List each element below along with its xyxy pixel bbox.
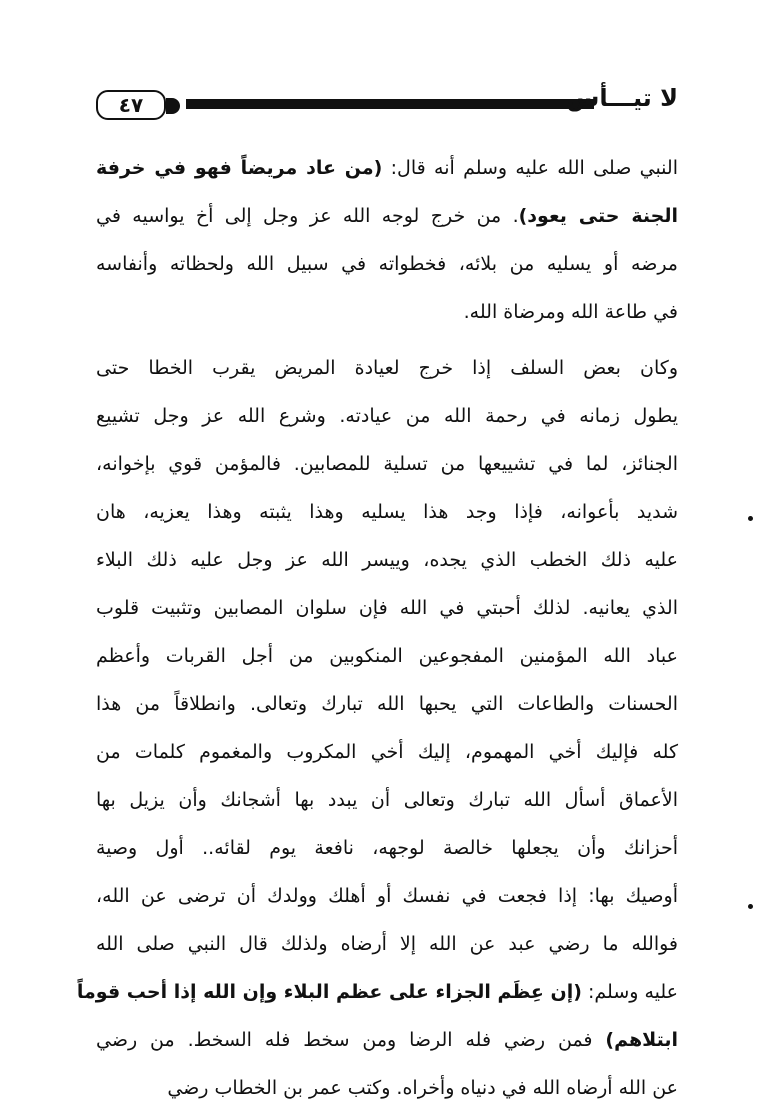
text-line xyxy=(96,536,678,584)
hadith-quote: (إن عِظَم الجزاء على عظم البلاء وإن الله إذا أحب قوماً xyxy=(76,981,582,1003)
text-run: عباد الله المؤمنين المفجوعين المنكوبين من أجل القربات وأعظم xyxy=(96,645,678,667)
text-line xyxy=(96,584,678,632)
text-line xyxy=(96,440,678,488)
running-title: لا تيـــأس xyxy=(566,84,678,112)
text-line xyxy=(96,920,678,968)
text-run: مرضه أو يسليه من بلائه، فخطواته في سبيل الله ولحظاته وأنفاسه xyxy=(96,253,678,275)
text-line xyxy=(96,392,678,440)
text-line xyxy=(96,192,678,240)
text-run: فوالله ما رضي عبد عن الله إلا أرضاه ولذلك قال النبي صلى الله xyxy=(96,933,678,955)
margin-mark xyxy=(748,904,753,909)
text-line xyxy=(96,632,678,680)
text-run: أحزانك وأن يجعلها خالصة لوجهه، نافعة يوم لقائه.. أول وصية xyxy=(96,837,678,859)
hadith-quote: ابتلاهم) xyxy=(605,1029,678,1051)
margin-mark xyxy=(748,516,753,521)
text-line xyxy=(96,488,678,536)
text-line xyxy=(96,1064,678,1112)
text-run: الجنائز، لما في تشييعها من تسلية للمصابين. فالمؤمن قوي بإخوانه، xyxy=(96,453,678,475)
text-run: النبي صلى الله عليه وسلم أنه قال: xyxy=(382,157,678,179)
text-run: أوصيك بها: إذا فجعت في نفسك أو أهلك وولدك أن ترضى عن الله، xyxy=(96,885,678,907)
text-run: عن الله أرضاه الله في دنياه وأخراه. وكتب عمر بن الخطاب رضي xyxy=(167,1077,678,1099)
body-text xyxy=(76,144,678,1112)
text-line xyxy=(96,824,678,872)
text-line xyxy=(96,288,678,336)
text-run: يطول زمانه في رحمة الله من عيادته. وشرع الله عز وجل تشييع xyxy=(96,405,678,427)
page-header xyxy=(96,84,678,124)
text-line xyxy=(96,1016,678,1064)
text-run: الأعماق أسأل الله تبارك وتعالى أن يبدد بها أشجانك وأن يزيل بها xyxy=(96,789,678,811)
text-run: كله فإليك أخي المهموم، إليك أخي المكروب والمغموم كلمات من xyxy=(96,741,678,763)
hadith-quote: الجنة حتى يعود) xyxy=(518,205,678,227)
text-line xyxy=(96,776,678,824)
text-run: شديد بأعوانه، فإذا وجد هذا يسليه وهذا يثبته وهذا يعزيه، هان xyxy=(96,501,678,523)
text-run: فمن رضي فله الرضا ومن سخط فله السخط. من رضي xyxy=(96,1029,606,1051)
text-run: الذي يعانيه. لذلك أحبتي في الله فإن سلوان المصابين وتثبيت قلوب xyxy=(96,597,678,619)
text-run: عليه وسلم: xyxy=(581,981,678,1003)
page-number-tab-ornament xyxy=(166,98,180,114)
text-run: . من خرج لوجه الله عز وجل إلى أخ يواسيه في xyxy=(96,205,519,227)
text-line xyxy=(96,240,678,288)
text-run: في طاعة الله ومرضاة الله. xyxy=(463,301,678,323)
header-rule xyxy=(186,99,594,109)
text-line xyxy=(96,344,678,392)
text-run: وكان بعض السلف إذا خرج لعيادة المريض يقرب الخطا حتى xyxy=(96,357,678,379)
text-run: الحسنات والطاعات التي يحبها الله تبارك وتعالى. وانطلاقاً من هذا xyxy=(96,693,678,715)
hadith-quote: (من عاد مريضاً فهو في خرفة xyxy=(96,157,383,179)
text-run: عليه ذلك الخطب الذي يجده، وييسر الله عز وجل عليه ذلك البلاء xyxy=(96,549,678,571)
text-line xyxy=(76,968,678,1016)
text-line xyxy=(96,680,678,728)
text-line xyxy=(96,144,678,192)
page-number: ٤٧ xyxy=(96,90,166,120)
text-line xyxy=(96,728,678,776)
text-line xyxy=(96,872,678,920)
